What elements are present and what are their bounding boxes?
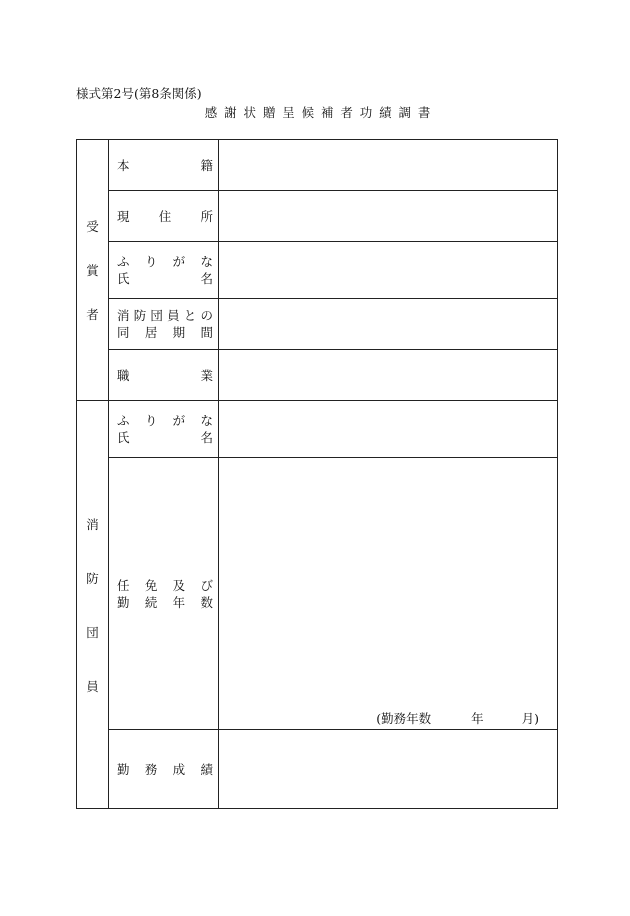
label-char: 現	[117, 208, 130, 224]
appointment-tenure-label	[109, 458, 219, 730]
current-address-label	[109, 191, 219, 242]
occupation-label	[109, 350, 219, 401]
label-char: り	[144, 254, 158, 269]
label-char: 勤	[117, 594, 130, 610]
domicile-field[interactable]	[219, 140, 558, 191]
section-label-char: 防	[86, 570, 99, 586]
section-label-char: 者	[86, 307, 99, 322]
label-char: 同	[117, 325, 130, 340]
label-char: と	[183, 308, 197, 323]
label-char: 氏	[117, 430, 130, 445]
label-line	[117, 253, 213, 270]
document-title: 感謝状贈呈候補者功績調書	[204, 105, 438, 120]
label-char: 数	[200, 594, 213, 610]
tenure-note	[376, 709, 539, 727]
label-char: 職	[117, 367, 130, 383]
tenure-note-open: (勤務年数	[376, 711, 432, 726]
recipient-name-field[interactable]	[219, 242, 558, 299]
label-char: 免	[144, 577, 158, 593]
label-char: ふ	[117, 254, 130, 269]
member-section-label	[77, 401, 109, 809]
label-char: が	[172, 254, 186, 269]
label-char: が	[172, 413, 186, 428]
tenure-years-unit: 年	[471, 711, 484, 726]
label-line	[117, 208, 213, 225]
member-name-label	[109, 401, 219, 458]
section-label-char: 賞	[86, 263, 99, 278]
label-char: な	[200, 413, 213, 428]
section-label-char: 消	[86, 516, 99, 532]
domicile-label	[109, 140, 219, 191]
form-number: 様式第2号(第8条関係)	[76, 86, 202, 101]
member-name-field[interactable]	[219, 401, 558, 458]
form-row-current-address	[77, 191, 558, 242]
label-char: 員	[167, 308, 180, 323]
label-char: 団	[150, 308, 163, 323]
cohabitation-period-label	[109, 299, 219, 350]
recipient-name-label	[109, 242, 219, 299]
label-char: 名	[200, 271, 213, 286]
label-char: 防	[133, 308, 147, 323]
label-char: 住	[158, 208, 172, 224]
label-char: 氏	[117, 271, 130, 286]
label-char: 籍	[200, 157, 213, 173]
form-row-appointment-tenure	[77, 458, 558, 730]
label-char: 成	[172, 761, 186, 777]
label-char: 名	[200, 430, 213, 445]
label-char: ふ	[117, 413, 130, 428]
form-row-recipient-name	[77, 242, 558, 299]
label-char: 年	[172, 594, 186, 610]
section-label-char: 員	[86, 678, 99, 694]
recipient-section-label	[77, 140, 109, 401]
label-line	[117, 157, 213, 174]
label-line	[117, 324, 213, 341]
label-char: び	[200, 577, 213, 593]
label-char: 業	[200, 367, 213, 383]
label-char: 消	[117, 308, 130, 323]
label-char: 期	[172, 325, 186, 340]
label-line	[117, 594, 213, 611]
label-char: 所	[200, 208, 213, 224]
form-row-service-record	[77, 730, 558, 809]
label-line	[117, 367, 213, 384]
occupation-field[interactable]	[219, 350, 558, 401]
label-char: 務	[144, 761, 158, 777]
service-record-field[interactable]	[219, 730, 558, 809]
label-char: 績	[200, 761, 213, 777]
label-char: 及	[172, 577, 186, 593]
label-char: 本	[117, 157, 130, 173]
achievement-form-table	[76, 139, 558, 809]
form-row-domicile	[77, 140, 558, 191]
label-line	[117, 270, 213, 287]
label-char: の	[200, 308, 213, 323]
label-char: 任	[117, 577, 130, 593]
label-line	[117, 307, 213, 324]
label-char: り	[144, 413, 158, 428]
current-address-field[interactable]	[219, 191, 558, 242]
service-record-label	[109, 730, 219, 809]
label-char: 居	[144, 325, 158, 340]
form-row-occupation	[77, 350, 558, 401]
appointment-tenure-field[interactable]	[219, 458, 558, 730]
label-line	[117, 761, 213, 778]
section-label-char: 団	[86, 624, 99, 640]
label-char: 続	[144, 594, 158, 610]
label-line	[117, 429, 213, 446]
form-row-member-name	[77, 401, 558, 458]
label-char: 勤	[117, 761, 130, 777]
label-char: 間	[200, 325, 213, 340]
tenure-months-unit: 月)	[521, 711, 539, 726]
label-line	[117, 577, 213, 594]
label-char: な	[200, 254, 213, 269]
cohabitation-period-field[interactable]	[219, 299, 558, 350]
label-line	[117, 412, 213, 429]
section-label-char: 受	[86, 219, 99, 234]
form-row-cohabitation-period	[77, 299, 558, 350]
